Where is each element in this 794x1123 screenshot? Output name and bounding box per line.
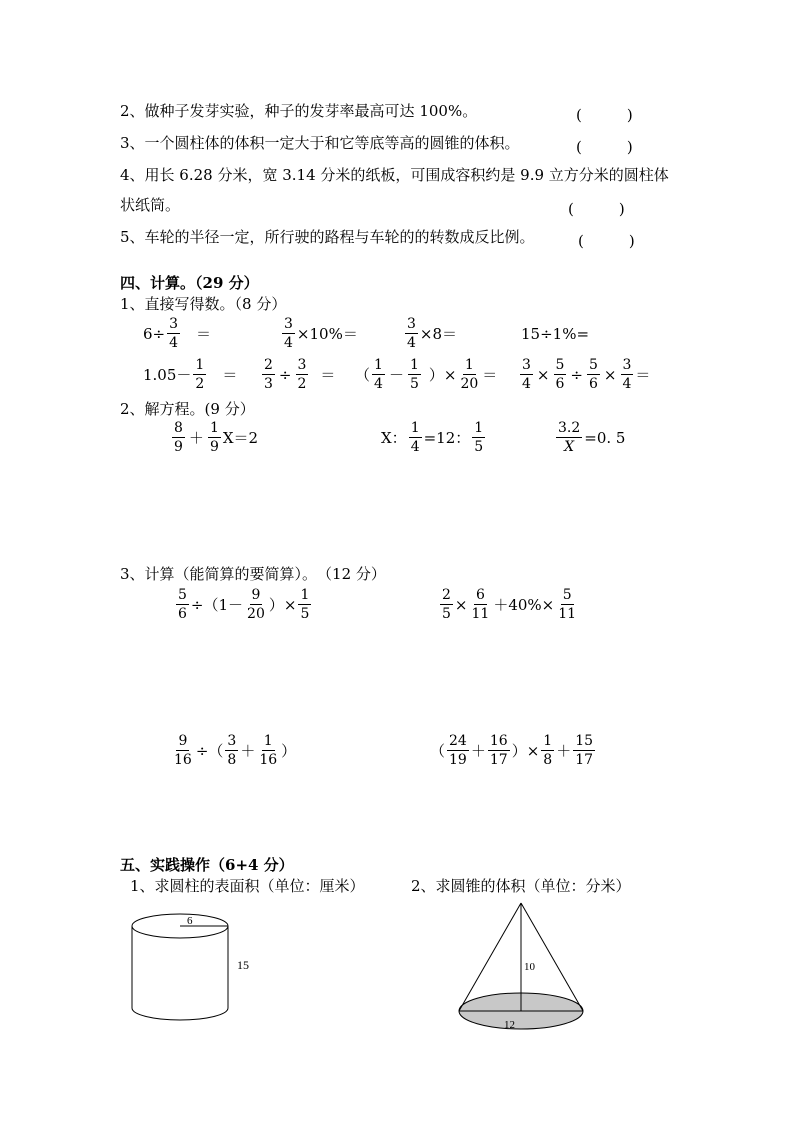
fraction [257,734,279,767]
denominator: 11 [558,606,577,622]
numerator: 5 [562,587,572,603]
cylinder-bottom-arc [132,1008,228,1020]
direct-item-7 [355,358,497,391]
denominator: 2 [297,376,307,392]
equation-1 [170,421,258,454]
practice-question-1: 1、求圆柱的表面积（单位：厘米） [130,877,365,895]
denominator: 6 [178,606,187,622]
numerator: 6 [475,587,485,603]
equals: ＝ [196,325,212,343]
answer-blank[interactable]: ( ) [576,106,633,124]
fraction [470,588,492,621]
operator: × [603,365,617,384]
denominator: 4 [169,335,179,351]
expr-text: X＝2 [222,429,259,447]
expr-text: （ [355,366,371,384]
denominator: 6 [589,376,598,392]
fraction [409,421,422,454]
fraction [176,588,189,621]
fraction [282,317,295,350]
fraction [621,358,634,391]
cylinder-diagram [125,908,265,1028]
fraction [172,421,185,454]
expr-text: 6÷ [143,324,166,343]
direct-item-8 [518,358,650,391]
operator: ＋ [240,742,256,760]
numerator: 3 [407,316,416,332]
denominator: 3 [264,376,273,392]
fraction [208,421,221,454]
subsection-compute: 3、计算（能简算的要简算）。 （12 分） [120,565,386,583]
fraction [298,588,311,621]
cone-base-label: 12 [504,1019,515,1031]
compute-item-3 [170,734,296,767]
direct-item-2 [280,317,358,350]
numerator: 1 [409,357,419,373]
denominator: 6 [555,376,565,392]
denominator: 4 [407,335,416,351]
denominator: 19 [449,752,467,768]
denominator: 9 [174,439,183,455]
numerator: 1 [300,587,310,603]
answer-blank[interactable]: ( ) [576,138,633,156]
equals: ＝ [482,366,498,384]
denominator: 4 [622,376,632,392]
denominator: 20 [247,606,265,622]
fraction [408,358,421,391]
direct-item-5 [143,358,237,391]
expr-text: （ [430,742,446,760]
subsection-solve: 2、解方程。(9 分） [120,400,255,418]
tf-question-4-cont: 状纸筒。 [120,196,181,214]
expr-text: × [454,595,468,614]
direct-item-1 [143,317,211,350]
expr-text: ×8＝ [419,325,458,343]
denominator: 4 [284,335,293,351]
section-title-practice: 五、实践操作（6+4 分） [120,856,294,874]
numerator: 16 [489,733,508,749]
denominator: 20 [460,376,479,392]
numerator: 5 [589,357,598,373]
fraction [472,421,485,454]
equals: ＝ [635,366,651,384]
denominator: 5 [409,376,419,392]
operator: ＋ [556,742,572,760]
fraction [225,734,238,767]
denominator: 5 [474,439,484,455]
fraction [573,734,595,767]
numerator: 1 [195,357,205,373]
operator: ÷ [278,365,292,384]
direct-item-6 [260,358,335,391]
fraction [172,734,194,767]
numerator: 3.2 [558,420,581,436]
fraction [556,588,578,621]
numerator: 1 [374,357,383,373]
numerator: 3 [522,357,531,373]
denominator: 4 [522,376,531,392]
fraction [458,358,480,391]
fraction [405,317,418,350]
tf-question-3: 3、一个圆柱体的体积一定大于和它等底等高的圆锥的体积。 [120,134,520,152]
expr-text: =12： [423,429,471,447]
equation-2 [381,421,487,454]
fraction [193,358,206,391]
denominator: 16 [259,752,278,768]
fraction [372,358,385,391]
denominator: 17 [489,752,508,768]
tf-question-4: 4、用长 6.28 分米，宽 3.14 分米的纸板，可围成容积约是 9.9 立方分米的圆柱体 [120,166,669,184]
cylinder-height-label: 15 [237,958,249,972]
expr-text: ×10%＝ [296,325,358,343]
numerator: 1 [543,733,553,749]
fraction [296,358,309,391]
practice-question-2: 2、求圆锥的体积（单位：分米） [411,877,631,895]
expr-text: 1.05－ [143,366,192,384]
cone-height-label: 10 [524,961,535,973]
denominator: 17 [575,752,594,768]
numerator: 1 [410,420,420,436]
denominator: X [564,439,575,455]
expr-text: X： [381,429,407,447]
fraction [167,317,180,350]
fraction [440,588,453,621]
tf-question-2: 2、做种子发芽实验，种子的发芽率最高可达 100%。 [120,102,478,120]
tf-question-5: 5、车轮的半径一定，所行驶的路程与车轮的的转数成反比例。 [120,228,535,246]
numerator: 15 [575,733,594,749]
fraction [245,588,267,621]
numerator: 3 [284,316,293,332]
denominator: 16 [174,752,192,768]
cone-diagram [452,900,592,1035]
numerator: 9 [178,733,188,749]
direct-item-4: 15÷1%= [521,325,590,343]
expr-text: ÷（ [195,742,224,760]
operator: ＋ [470,742,486,760]
numerator: 8 [174,420,183,436]
numerator: 2 [442,587,451,603]
fraction [587,358,600,391]
denominator: 8 [543,752,553,768]
denominator: 5 [442,606,451,622]
operator: × [536,365,550,384]
operator: ÷ [570,365,583,384]
expr-text: =0. 5 [584,428,626,447]
expr-text: ＋40%× [493,596,555,614]
expr-text: ÷（1－ [190,596,244,614]
direct-item-3 [403,317,457,350]
denominator: 9 [209,439,219,455]
compute-item-4 [430,734,597,767]
expr-text: ） [281,742,297,760]
numerator: 2 [264,357,273,373]
numerator: 1 [209,420,219,436]
answer-blank[interactable]: ( ) [578,232,635,250]
fraction [262,358,275,391]
numerator: 3 [169,316,179,332]
numerator: 1 [464,357,474,373]
section-title-calc: 四、计算。（29 分） [120,274,259,292]
equals: ＝ [222,366,238,384]
subsection-direct: 1、直接写得数。（8 分） [120,295,287,313]
fraction [554,358,567,391]
equation-3 [554,421,625,454]
denominator: 2 [195,376,205,392]
fraction [556,421,582,454]
expr-text: ）× [268,596,297,614]
numerator: 9 [251,587,261,603]
denominator: 11 [471,606,490,622]
numerator: 3 [227,733,237,749]
cylinder-top-label: 6 [187,915,193,927]
numerator: 24 [449,733,467,749]
numerator: 1 [474,420,484,436]
fraction [447,734,469,767]
denominator: 8 [227,752,237,768]
equals: ＝ [320,366,336,384]
expr-text: ）× [511,742,540,760]
numerator: 5 [555,357,565,373]
fraction [541,734,554,767]
denominator: 5 [300,606,310,622]
answer-blank[interactable]: ( ) [568,200,625,218]
denominator: 4 [410,439,420,455]
numerator: 3 [297,357,307,373]
numerator: 1 [263,733,273,749]
denominator: 4 [374,376,383,392]
expr-text: ）× [428,366,457,384]
operator: ＋ [188,429,204,447]
compute-item-2 [438,588,580,621]
compute-item-1 [174,588,313,621]
operator: － [388,366,404,384]
numerator: 3 [622,357,632,373]
fraction [488,734,510,767]
numerator: 5 [178,587,187,603]
fraction [520,358,533,391]
